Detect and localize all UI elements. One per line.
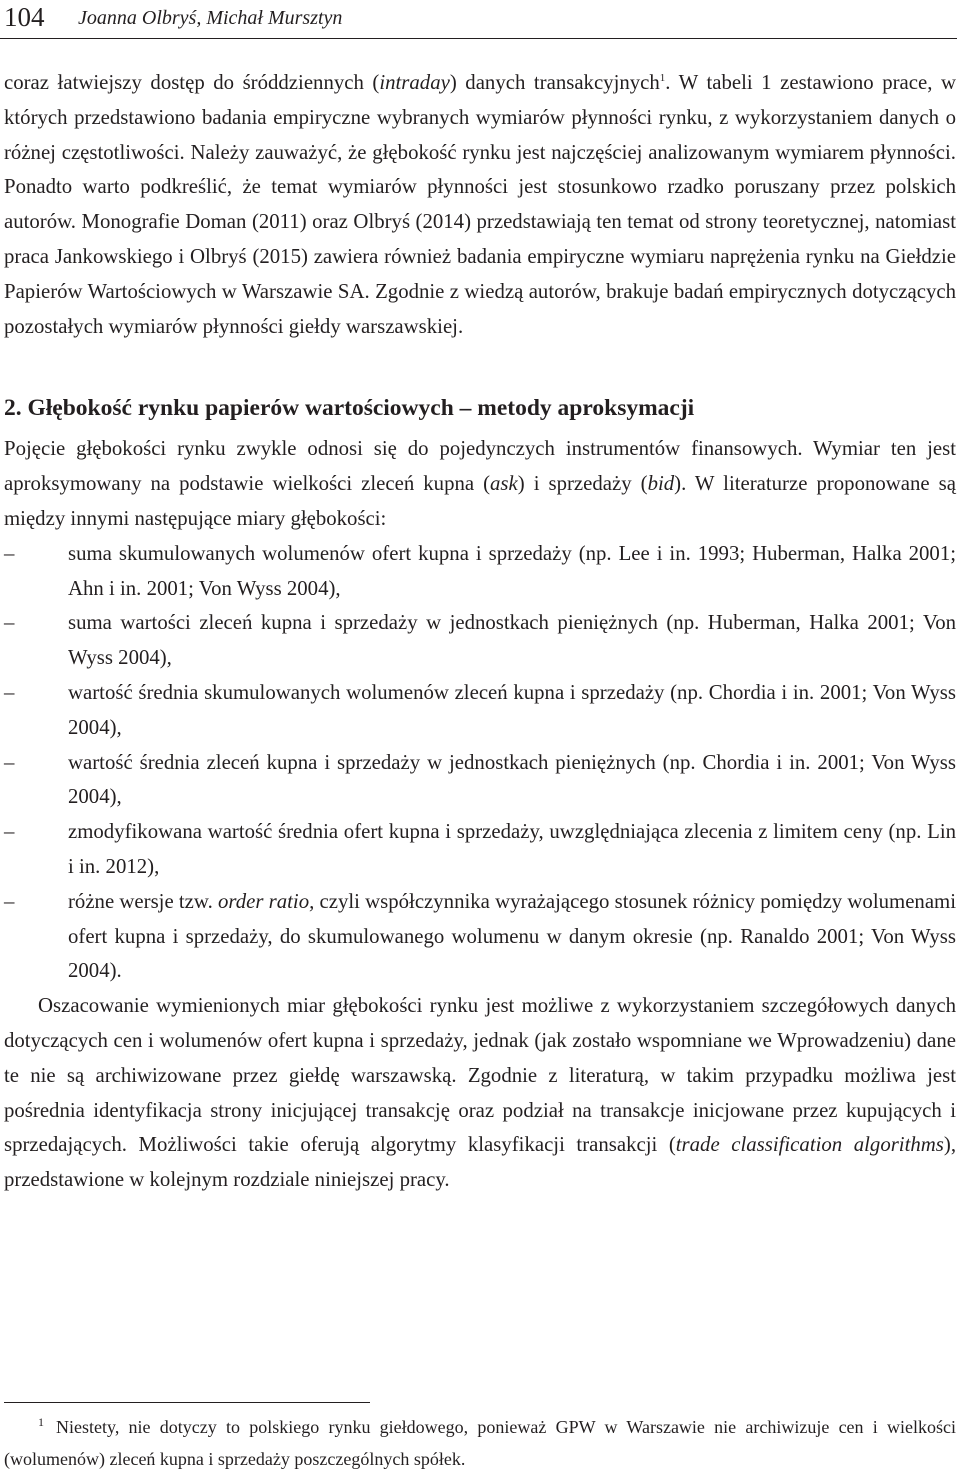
running-authors: Joanna Olbryś, Michał Mursztyn: [78, 7, 343, 29]
p1-italic-ask: ask: [490, 472, 518, 496]
footnote: [4, 1412, 956, 1474]
dash-bullet: –: [4, 889, 15, 913]
list-item-text: zmodyfikowana wartość średnia ofert kupna i sprzedaży, uwzględniająca zlecenia z limitem ceny (np. Lin i in. 2012),: [68, 820, 956, 878]
list-item-text: wartość średnia zleceń kupna i sprzedaży w jednostkach pieniężnych (np. Chordia i in. 2001; Von Wyss 2004),: [68, 750, 956, 809]
section-paragraph-2: [4, 989, 956, 1198]
list-item-text: suma wartości zleceń kupna i sprzedaży w jednostkach pieniężnych (np. Huberman, Halka 2001; Von Wyss 2004),: [68, 611, 956, 670]
list-item: [4, 746, 956, 816]
main-text: [4, 66, 956, 1198]
dash-bullet: –: [4, 541, 15, 565]
intro-italic-term: intraday: [379, 71, 450, 94]
footnote-number: 1: [38, 1415, 44, 1429]
p2-text-b: ), przedstawione w kolejnym rozdziale niniejszej pracy.: [4, 1133, 957, 1192]
footnote-rule: [4, 1402, 370, 1403]
list-item: [4, 815, 956, 885]
dash-bullet: –: [4, 750, 15, 774]
dash-bullet: –: [4, 680, 15, 704]
p2-italic-term: trade classification algorithms: [675, 1133, 944, 1157]
header-rule: [0, 38, 957, 39]
list-item-text: czyli współczynnika wyrażającego stosunek różnicy pomiędzy wolumenami ofert kupna i sprzedaży, do skumulowanego wolumenu w danym okresie (np. Ranaldo 2001; Von Wyss 2004).: [68, 889, 957, 983]
list-item-text: różne wersje tzw.: [68, 889, 218, 913]
page-number: 104: [4, 2, 45, 32]
intro-paragraph: [4, 66, 956, 344]
section-heading: 2. Głębokość rynku papierów wartościowych – metody aproksymacji: [4, 395, 695, 422]
running-header: [0, 0, 960, 40]
footnote-ref[interactable]: 1: [659, 72, 666, 85]
p1-text-c: ). W literaturze proponowane są między innymi następujące miary głębokości:: [4, 472, 956, 530]
footnote-text: Niestety, nie dotyczy to polskiego rynku giełdowego, ponieważ GPW w Warszawie nie archiwizuje cen i wielkości (wolumenów) zleceń kupna i sprzedaży poszczególnych spółek.: [4, 1417, 956, 1469]
list-item-text: suma skumulowanych wolumenów ofert kupna i sprzedaży (np. Lee i in. 1993; Huberman, Halka 2001; Ahn i in. 2001; Von Wyss 2004),: [68, 541, 956, 600]
p1-text-a: Pojęcie głębokości rynku zwykle odnosi się do pojedynczych instrumentów finansowych. Wymiar ten jest aproksymowany na podstawie wielkości zleceń kupna (: [4, 437, 956, 496]
intro-text-3: . W tabeli 1 zestawiono prace, w których przedstawiono badania empiryczne wybranych wymiarów płynności rynku, z wykorzystaniem danych o różnej częstotliwości. Należy zauważyć, że głębokość rynku jest najczęściej analizowanym wymiarem płynności. Ponadto warto podkreślić, że temat wymiarów płynności jest stosunkowo rzadko poruszany przez polskich autorów. Monografie Doman (2011) oraz Olbryś (2014) przedstawiają ten temat od strony teoretycznej, natomiast praca Jankowskiego i Olbryś (2015) zawiera również badania empiryczne wymiaru naprężenia rynku na Giełdzie Papierów Wartościowych w Warszawie SA. Zgodnie z wiedzą autorów, brakuje badań empirycznych dotyczących pozostałych wymiarów płynności giełdy warszawskiej.: [4, 71, 956, 338]
p2-text-a: Oszacowanie wymienionych miar głębokości rynku jest możliwe z wykorzystaniem szczegółowych danych dotyczących cen i wolumenów ofert kupna i sprzedaży, jednak (jak zostało wspomniane we Wprowadzeniu) dane te nie są archiwizowane przez giełdę warszawską. Zgodnie z literaturą, w takim przypadku możliwa jest pośrednia identyfikacja strony inicjującej transakcję oraz podział na transakcje inicjowane przez kupujących i sprzedających. Możliwości takie oferują algorytmy klasyfikacji transakcji (: [4, 994, 956, 1157]
p1-italic-bid: bid: [647, 472, 675, 496]
dash-bullet: –: [4, 611, 15, 635]
section-paragraph-1: [4, 432, 956, 536]
list-item: [4, 676, 956, 746]
dash-bullet: –: [4, 820, 15, 844]
list-item: [4, 885, 956, 989]
intro-text-2: ) danych transakcyjnych: [449, 71, 660, 94]
section-spacer: [4, 344, 956, 388]
intro-text-1: coraz łatwiejszy dostęp do śróddziennych (: [4, 71, 380, 94]
depth-measures-list: [4, 537, 956, 989]
p1-text-b: ) i sprzedaży (: [517, 472, 648, 496]
list-item: [4, 537, 956, 607]
list-item-text: wartość średnia skumulowanych wolumenów zleceń kupna i sprzedaży (np. Chordia i in. 2001; Von Wyss 2004),: [68, 680, 956, 739]
list-item-italic-term: order ratio,: [217, 889, 315, 913]
list-item: [4, 606, 956, 676]
